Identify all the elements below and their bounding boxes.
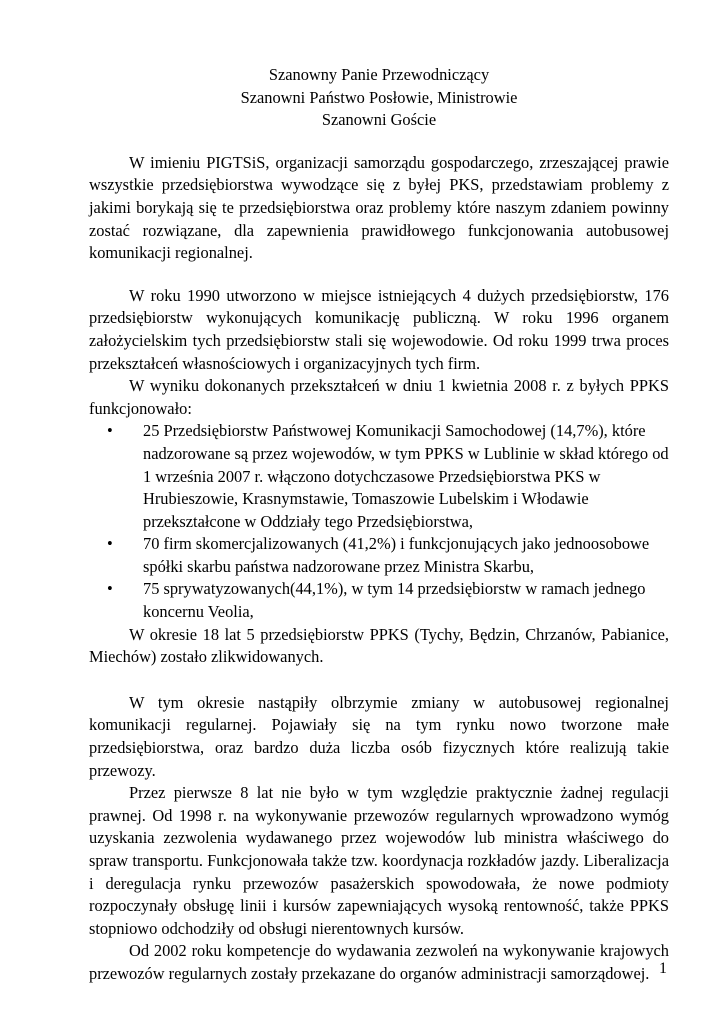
list-item <box>89 420 669 533</box>
page-number: 1 <box>659 960 667 977</box>
salutation-block <box>89 64 669 132</box>
list-item-text: 75 sprywatyzowanych(44,1%), w tym 14 przedsiębiorstw w ramach jednego koncernu Veolia, <box>143 579 646 622</box>
paragraph-liquidation: W okresie 18 lat 5 przedsiębiorstw PPKS (Tychy, Będzin, Chrzanów, Pabianice, Miechów) zostało zlikwidowanych. <box>89 624 669 667</box>
list-item <box>89 533 669 578</box>
list-item-text: 70 firm skomercjalizowanych (41,2%) i funkcjonujących jako jednoosobowe spółki skarbu państwa nadzorowane przez Ministra Skarbu, <box>143 534 650 576</box>
list-item <box>89 578 669 623</box>
paragraph-history: W roku 1990 utworzono w miejsce istniejących 4 dużych przedsiębiorstw, 176 przedsiębiorstw wykonujących komunikację publiczną. W roku 1996 organem założycielskim tych przedsiębiorstw stali się wojewodowie. Od roku 1999 trwa proces przekształceń własnościowych i organizacyjnych tych firm. <box>89 285 669 373</box>
paragraph-competence: Od 2002 roku kompetencje do wydawania zezwoleń na wykonywanie krajowych przewozów regularnych zostały przekazane do organów administracji samorządowej. <box>89 941 669 983</box>
salutation-line: Szanowni Państwo Posłowie, Ministrowie <box>240 87 518 107</box>
bullet-icon: • <box>107 579 113 599</box>
bullet-list <box>89 420 669 623</box>
paragraph-transformation: W wyniku dokonanych przekształceń w dniu 1 kwietnia 2008 r. z byłych PPKS funkcjonowało: <box>89 376 669 418</box>
list-item-text: 25 Przedsiębiorstw Państwowej Komunikacji Samochodowej (14,7%), które nadzorowane są przez wojewodów, w tym PPKS w Lublinie w skład którego od 1 września 2007 r. włączono dotychczasowe Przedsiębiorstwa PKS w Hrubieszowie, Krasnymstawie, Tomaszowie Lubelskim i Włodawie przekształcone w Oddziały tego Przedsiębiorstwa, <box>143 421 669 531</box>
bullet-icon: • <box>107 421 113 441</box>
bullet-icon: • <box>107 534 113 554</box>
salutation-line: Szanowni Goście <box>321 110 437 130</box>
paragraph-regulation: Przez pierwsze 8 lat nie było w tym względzie praktycznie żadnej regulacji prawnej. Od 1998 r. na wykonywanie przewozów regularnych wprowadzono wymóg uzyskania zezwolenia wydawanego przez wojewodów lub ministra właściwego do spraw transportu. Funkcjonowała także tzw. koordynacja rozkładów jazdy. Liberalizacja i deregulacja rynku przewozów pasażerskich spowodowała, że nowe podmioty rozpoczynały obsługę linii i kursów zapewniających wysoką rentowność, także PPKS stopniowo odchodziły od obsługi nierentownych kursów. <box>89 783 669 938</box>
document-page <box>89 64 669 986</box>
salutation-line: Szanowny Panie Przewodniczący <box>268 65 490 84</box>
paragraph-market-changes: W tym okresie nastąpiły olbrzymie zmiany w autobusowej regionalnej komunikacji regularnej. Pojawiały się na tym rynku nowo tworzone małe przedsiębiorstwa, oraz bardzo duża liczba osób fizycznych które realizują takie przewozy. <box>89 692 669 780</box>
paragraph-intro: W imieniu PIGTSiS, organizacji samorządu gospodarczego, zrzeszającej prawie wszystkie przedsiębiorstwa wywodzące się z byłej PKS, przedstawiam problemy z jakimi borykają się te przedsiębiorstwa oraz problemy które naszym zdaniem powinny zostać rozwiązane, dla zapewnienia prawidłowego funkcjonowania autobusowej komunikacji regionalnej. <box>89 152 669 263</box>
